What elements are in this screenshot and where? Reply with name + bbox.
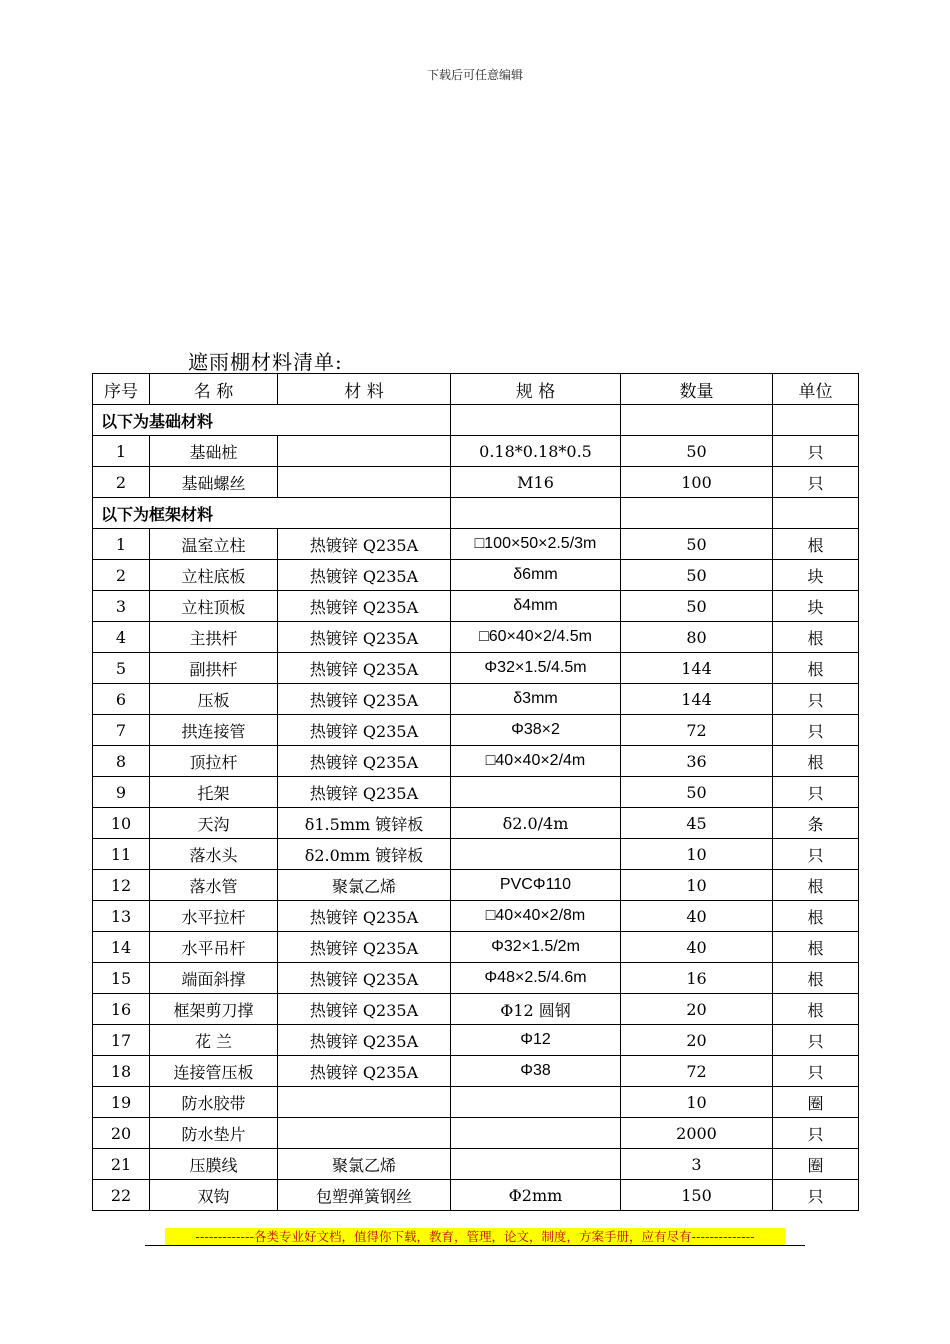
cell-no: 21 <box>93 1149 150 1180</box>
cell-qty: 72 <box>621 1056 773 1087</box>
cell-unit: 根 <box>773 963 859 994</box>
cell-name: 落水管 <box>150 870 278 901</box>
cell-qty: 20 <box>621 994 773 1025</box>
cell-no: 8 <box>93 746 150 777</box>
table-row <box>93 870 859 901</box>
table-row <box>93 622 859 653</box>
document-title: 遮雨棚材料清单: <box>188 350 343 374</box>
cell-material <box>278 1087 451 1118</box>
cell-material: 热镀锌 Q235A <box>278 777 451 808</box>
cell-unit: 只 <box>773 1180 859 1211</box>
table-row <box>93 1180 859 1211</box>
cell-qty: 36 <box>621 746 773 777</box>
cell-qty: 10 <box>621 1087 773 1118</box>
cell-no: 13 <box>93 901 150 932</box>
cell-name: 立柱顶板 <box>150 591 278 622</box>
section-label: 以下为基础材料 <box>93 405 451 436</box>
cell-spec <box>451 1149 621 1180</box>
section-row <box>93 498 859 529</box>
cell-qty: 144 <box>621 653 773 684</box>
cell-qty: 3 <box>621 1149 773 1180</box>
cell-qty: 100 <box>621 467 773 498</box>
table-row <box>93 1118 859 1149</box>
cell-unit: 只 <box>773 1056 859 1087</box>
cell-no: 5 <box>93 653 150 684</box>
cell-material: 热镀锌 Q235A <box>278 746 451 777</box>
empty-cell <box>451 498 621 529</box>
cell-material: 热镀锌 Q235A <box>278 901 451 932</box>
cell-unit: 只 <box>773 436 859 467</box>
cell-name: 托架 <box>150 777 278 808</box>
cell-unit: 只 <box>773 684 859 715</box>
cell-material: 聚氯乙烯 <box>278 870 451 901</box>
cell-name: 防水胶带 <box>150 1087 278 1118</box>
cell-no: 11 <box>93 839 150 870</box>
table-row <box>93 963 859 994</box>
cell-no: 4 <box>93 622 150 653</box>
table-row <box>93 839 859 870</box>
cell-unit: 根 <box>773 994 859 1025</box>
cell-material: 聚氯乙烯 <box>278 1149 451 1180</box>
cell-unit: 根 <box>773 870 859 901</box>
cell-unit: 只 <box>773 1025 859 1056</box>
cell-unit: 只 <box>773 467 859 498</box>
footer-banner: -------------各类专业好文档，值得你下载，教育，管理，论文，制度，方案手册，应有尽有-------------- <box>165 1228 785 1245</box>
empty-cell <box>451 405 621 436</box>
cell-unit: 只 <box>773 839 859 870</box>
cell-qty: 50 <box>621 777 773 808</box>
header-material: 材 料 <box>278 374 451 405</box>
cell-spec: Φ32×1.5/2m <box>451 932 621 963</box>
cell-qty: 72 <box>621 715 773 746</box>
header-no: 序号 <box>93 374 150 405</box>
cell-qty: 45 <box>621 808 773 839</box>
cell-spec: δ4mm <box>451 591 621 622</box>
cell-spec: Φ12 <box>451 1025 621 1056</box>
cell-name: 压板 <box>150 684 278 715</box>
table-row <box>93 901 859 932</box>
header-name: 名 称 <box>150 374 278 405</box>
cell-qty: 150 <box>621 1180 773 1211</box>
cell-no: 2 <box>93 560 150 591</box>
section-row <box>93 405 859 436</box>
cell-name: 主拱杆 <box>150 622 278 653</box>
cell-unit: 只 <box>773 777 859 808</box>
cell-unit: 只 <box>773 715 859 746</box>
cell-qty: 10 <box>621 839 773 870</box>
cell-name: 落水头 <box>150 839 278 870</box>
cell-no: 3 <box>93 591 150 622</box>
materials-table <box>92 373 859 1211</box>
cell-no: 6 <box>93 684 150 715</box>
cell-name: 双钩 <box>150 1180 278 1211</box>
cell-qty: 40 <box>621 932 773 963</box>
cell-unit: 圈 <box>773 1087 859 1118</box>
cell-no: 19 <box>93 1087 150 1118</box>
table-row <box>93 994 859 1025</box>
cell-name: 拱连接管 <box>150 715 278 746</box>
cell-no: 14 <box>93 932 150 963</box>
cell-material <box>278 467 451 498</box>
cell-qty: 16 <box>621 963 773 994</box>
cell-material <box>278 1118 451 1149</box>
cell-name: 防水垫片 <box>150 1118 278 1149</box>
cell-name: 压膜线 <box>150 1149 278 1180</box>
table-row <box>93 746 859 777</box>
cell-no: 22 <box>93 1180 150 1211</box>
cell-spec: Φ2mm <box>451 1180 621 1211</box>
cell-name: 基础桩 <box>150 436 278 467</box>
cell-qty: 2000 <box>621 1118 773 1149</box>
cell-spec <box>451 839 621 870</box>
header-spec: 规 格 <box>451 374 621 405</box>
cell-unit: 只 <box>773 1118 859 1149</box>
cell-material: 热镀锌 Q235A <box>278 994 451 1025</box>
cell-spec: Φ32×1.5/4.5m <box>451 653 621 684</box>
cell-no: 2 <box>93 467 150 498</box>
cell-name: 天沟 <box>150 808 278 839</box>
cell-name: 端面斜撑 <box>150 963 278 994</box>
cell-material <box>278 436 451 467</box>
cell-no: 7 <box>93 715 150 746</box>
cell-qty: 80 <box>621 622 773 653</box>
cell-spec <box>451 1118 621 1149</box>
table-row <box>93 1149 859 1180</box>
cell-spec: □40×40×2/8m <box>451 901 621 932</box>
cell-name: 立柱底板 <box>150 560 278 591</box>
cell-name: 温室立柱 <box>150 529 278 560</box>
section-label: 以下为框架材料 <box>93 498 451 529</box>
cell-no: 15 <box>93 963 150 994</box>
cell-spec: M16 <box>451 467 621 498</box>
cell-material: 热镀锌 Q235A <box>278 684 451 715</box>
cell-name: 水平拉杆 <box>150 901 278 932</box>
cell-spec: PVCΦ110 <box>451 870 621 901</box>
cell-unit: 条 <box>773 808 859 839</box>
cell-qty: 50 <box>621 436 773 467</box>
cell-material: 热镀锌 Q235A <box>278 963 451 994</box>
table-row <box>93 1056 859 1087</box>
cell-spec: δ6mm <box>451 560 621 591</box>
cell-unit: 根 <box>773 746 859 777</box>
cell-spec: δ3mm <box>451 684 621 715</box>
cell-no: 16 <box>93 994 150 1025</box>
cell-spec: Φ48×2.5/4.6m <box>451 963 621 994</box>
cell-name: 基础螺丝 <box>150 467 278 498</box>
cell-name: 副拱杆 <box>150 653 278 684</box>
footer-divider <box>145 1245 805 1246</box>
cell-material: 热镀锌 Q235A <box>278 591 451 622</box>
cell-no: 20 <box>93 1118 150 1149</box>
cell-material: 热镀锌 Q235A <box>278 529 451 560</box>
empty-cell <box>621 498 773 529</box>
cell-unit: 块 <box>773 591 859 622</box>
cell-unit: 根 <box>773 932 859 963</box>
cell-name: 花 兰 <box>150 1025 278 1056</box>
cell-no: 10 <box>93 808 150 839</box>
table-row <box>93 684 859 715</box>
cell-material: 包塑弹簧钢丝 <box>278 1180 451 1211</box>
table-row <box>93 808 859 839</box>
table-header-row <box>93 374 859 405</box>
cell-spec <box>451 777 621 808</box>
cell-material: 热镀锌 Q235A <box>278 622 451 653</box>
cell-material: 热镀锌 Q235A <box>278 560 451 591</box>
cell-spec: Φ38×2 <box>451 715 621 746</box>
cell-qty: 50 <box>621 529 773 560</box>
cell-spec <box>451 1087 621 1118</box>
cell-no: 12 <box>93 870 150 901</box>
table-row <box>93 653 859 684</box>
cell-unit: 根 <box>773 653 859 684</box>
cell-name: 水平吊杆 <box>150 932 278 963</box>
cell-material: 热镀锌 Q235A <box>278 932 451 963</box>
cell-name: 连接管压板 <box>150 1056 278 1087</box>
cell-no: 1 <box>93 529 150 560</box>
cell-qty: 40 <box>621 901 773 932</box>
table-row <box>93 529 859 560</box>
header-note: 下载后可任意编辑 <box>426 68 523 82</box>
cell-spec: Φ38 <box>451 1056 621 1087</box>
cell-unit: 根 <box>773 622 859 653</box>
table-row <box>93 715 859 746</box>
cell-material: 热镀锌 Q235A <box>278 653 451 684</box>
header-unit: 单位 <box>773 374 859 405</box>
cell-unit: 圈 <box>773 1149 859 1180</box>
cell-qty: 10 <box>621 870 773 901</box>
cell-spec: □40×40×2/4m <box>451 746 621 777</box>
cell-name: 框架剪刀撑 <box>150 994 278 1025</box>
cell-material: δ2.0mm 镀锌板 <box>278 839 451 870</box>
cell-no: 17 <box>93 1025 150 1056</box>
cell-spec: δ2.0/4m <box>451 808 621 839</box>
cell-name: 顶拉杆 <box>150 746 278 777</box>
cell-qty: 50 <box>621 591 773 622</box>
table-row <box>93 932 859 963</box>
table-row <box>93 591 859 622</box>
empty-cell <box>773 405 859 436</box>
header-qty: 数量 <box>621 374 773 405</box>
cell-qty: 20 <box>621 1025 773 1056</box>
cell-spec: □100×50×2.5/3m <box>451 529 621 560</box>
cell-spec: Φ12 圆钢 <box>451 994 621 1025</box>
empty-cell <box>773 498 859 529</box>
cell-material: δ1.5mm 镀锌板 <box>278 808 451 839</box>
table-row <box>93 467 859 498</box>
table-row <box>93 777 859 808</box>
cell-qty: 50 <box>621 560 773 591</box>
cell-material: 热镀锌 Q235A <box>278 1025 451 1056</box>
cell-material: 热镀锌 Q235A <box>278 715 451 746</box>
cell-spec: □60×40×2/4.5m <box>451 622 621 653</box>
empty-cell <box>621 405 773 436</box>
table-row <box>93 1025 859 1056</box>
table-row <box>93 1087 859 1118</box>
cell-unit: 根 <box>773 529 859 560</box>
cell-no: 18 <box>93 1056 150 1087</box>
cell-spec: 0.18*0.18*0.5 <box>451 436 621 467</box>
cell-unit: 根 <box>773 901 859 932</box>
table-row <box>93 560 859 591</box>
cell-no: 1 <box>93 436 150 467</box>
cell-qty: 144 <box>621 684 773 715</box>
cell-unit: 块 <box>773 560 859 591</box>
table-row <box>93 436 859 467</box>
cell-material: 热镀锌 Q235A <box>278 1056 451 1087</box>
cell-no: 9 <box>93 777 150 808</box>
